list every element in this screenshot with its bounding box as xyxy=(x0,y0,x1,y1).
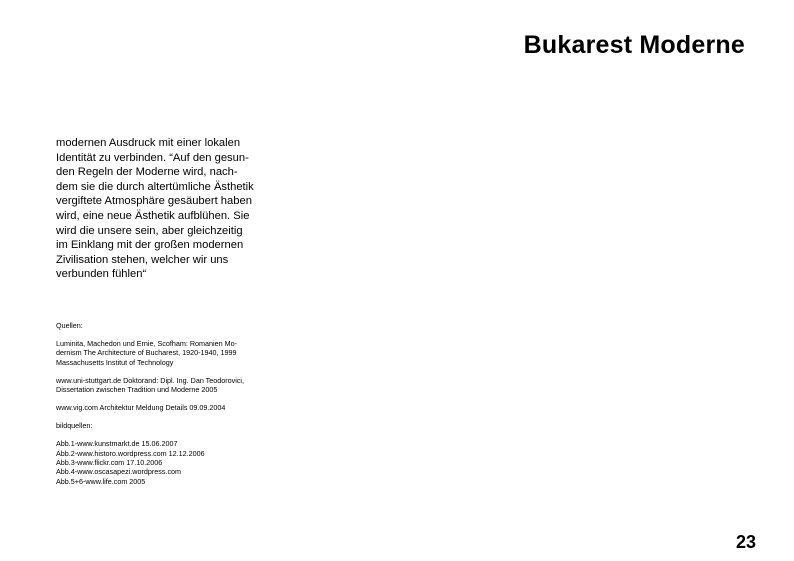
image-source-line: Abb.2-www.historo.wordpress.com 12.12.2006 xyxy=(56,448,205,458)
source-entry-line: Dissertation zwischen Tradition und Moderne 2005 xyxy=(56,385,218,395)
page-title: Bukarest Moderne xyxy=(523,31,745,59)
image-source-line: Abb.4-www.oscasapezi.wordpress.com xyxy=(56,467,182,477)
body-line: vergiftete Atmosphäre gesäubert haben xyxy=(56,195,252,208)
spacer xyxy=(56,413,296,422)
page-number: 23 xyxy=(735,532,756,552)
image-source-line: Abb.5+6-www.life.com 2005 xyxy=(56,476,146,486)
body-line: dem sie die durch altertümliche Ästhetik xyxy=(56,180,254,193)
source-entry-line: Massachusetts Institut of Technology xyxy=(56,357,174,367)
source-entry-line: Luminita, Machedon und Ernie, Scofham: Romanien Mo- xyxy=(56,339,237,348)
source-entry-line: www.uni-stuttgart.de Doktorand: Dipl. Ing. Dan Teodorovici, xyxy=(56,375,245,385)
body-line: wird, eine neue Ästhetik aufblühen. Sie xyxy=(56,209,250,222)
body-line: verbunden fühlen“ xyxy=(56,268,147,281)
body-paragraph xyxy=(56,136,286,282)
image-source-line: Abb.1-www.kunstmarkt.de 15.06.2007 xyxy=(56,439,178,449)
image-sources-heading: bildquellen: xyxy=(56,421,93,431)
body-line: wird die unsere sein, aber gleichzeitig xyxy=(56,224,243,237)
spacer xyxy=(56,395,296,404)
source-entry-line: dernism The Architecture of Bucharest, 1920-1940, 1999 xyxy=(56,348,237,358)
sources-section xyxy=(56,321,296,486)
body-line: den Regeln der Moderne wird, nach- xyxy=(56,166,238,179)
body-line: Identität zu verbinden. “Auf den gesun- xyxy=(56,151,249,164)
sources-heading: Quellen: xyxy=(56,321,83,330)
spacer xyxy=(56,367,296,376)
body-line: im Einklang mit der großen modernen xyxy=(56,239,244,252)
source-entry-line: www.vig.com Architektur Meldung Details 09.09.2004 xyxy=(56,403,226,413)
spacer xyxy=(56,330,296,339)
body-line: Zivilisation stehen, welcher wir uns xyxy=(56,253,229,266)
body-line: modernen Ausdruck mit einer lokalen xyxy=(56,137,241,149)
spacer xyxy=(56,431,296,440)
image-source-line: Abb.3-www.flickr.com 17.10.2006 xyxy=(56,458,163,468)
